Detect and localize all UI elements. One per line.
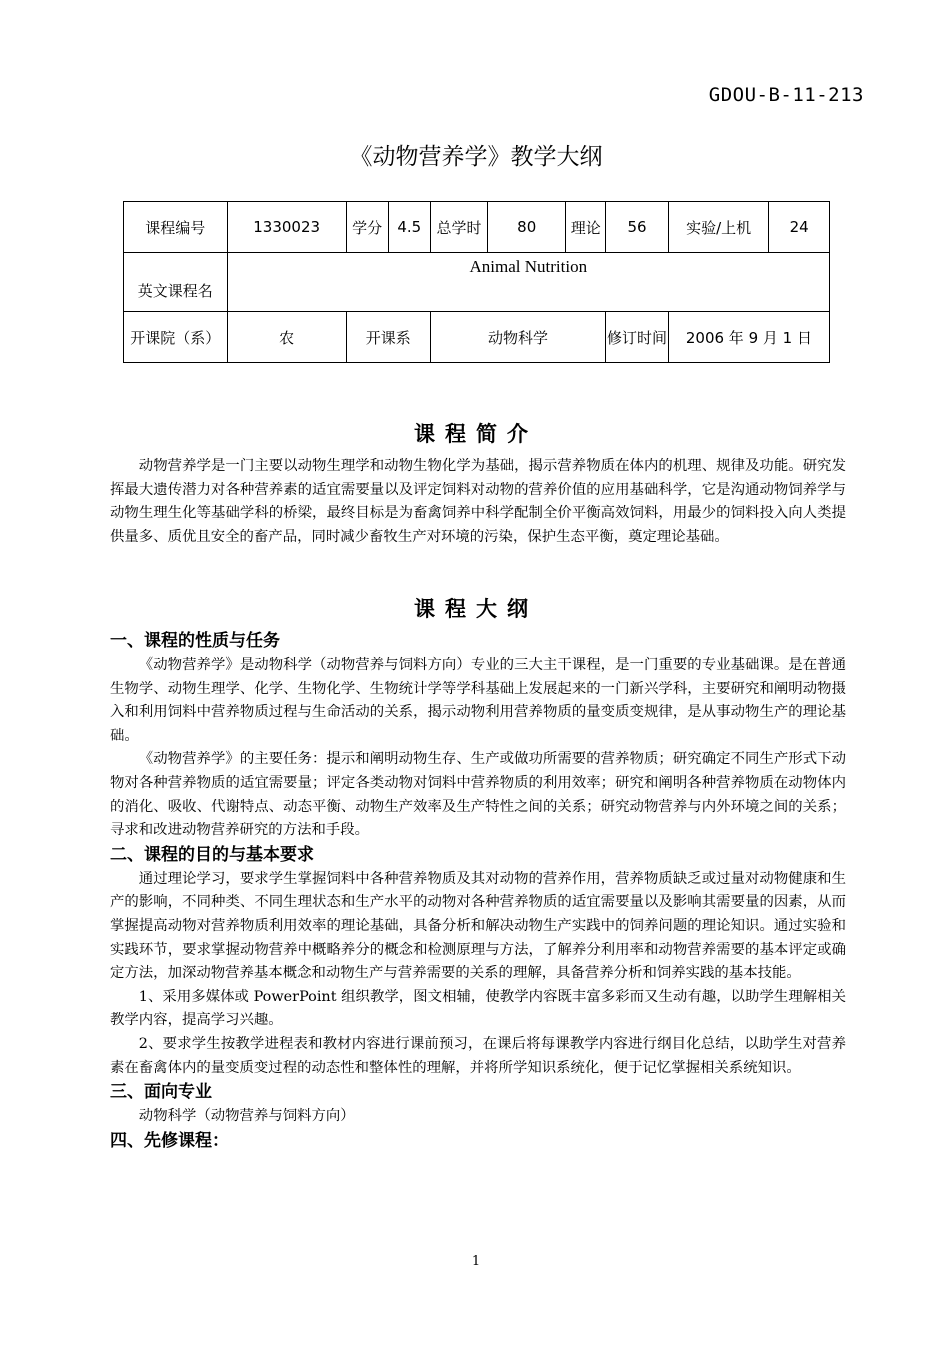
intro-body	[110, 455, 846, 549]
page-number: 1	[471, 1254, 481, 1269]
table-row	[124, 202, 830, 253]
intro-paragraph: 动物营养学是一门主要以动物生理学和动物生物化学为基础，揭示营养物质在体内的机理、规律及功能。研究发挥最大遗传潜力对各种营养素的适宜需要量以及评定饲料对动物的营养价值的应用基础科学，它是沟通动物饲养学与动物生理生化等基础学科的桥梁，最终目标是为畜禽饲养中科学配制全价平衡高效饲料，用最少的饲料投入向人类提供量多、质优且安全的畜产品，同时减少畜牧生产对环境的污染，保护生态平衡，奠定理论基础。	[110, 458, 846, 545]
section-2-paragraph-2: 1、采用多媒体或 PowerPoint 组织教学，图文相辅，使教学内容既丰富多彩而又生动有趣，以助学生理解相关教学内容，提高学习兴趣。	[110, 988, 846, 1029]
section-2-paragraph-3: 2、要求学生按教学进程表和教材内容进行课前预习，在课后将每课教学内容进行纲目化总结，以助学生对营养素在畜禽体内的量变质变过程的动态性和整体性的理解，并将所学知识系统化，便于记忆掌握相关系统知识。	[110, 1035, 846, 1076]
outline-heading: 课程大纲	[414, 597, 538, 621]
table-row	[124, 312, 830, 363]
section-2-paragraph-1: 通过理论学习，要求学生掌握饲料中各种营养物质及其对动物的营养作用，营养物质缺乏或过量对动物健康和生产的影响，不同种类、不同生理状态和生产水平的动物对各种营养物质的适宜需要量以及影响其需要量的因素，从而掌握提高动物对营养物质利用效率的理论基础，具备分析和解决动物生产实践中的饲养问题的理论知识。通过实验和实践环节，要求掌握动物营养中概略养分的概念和检测原理与方法，了解养分利用率和动物营养需要的基本评定或确定方法，加深动物营养基本概念和动物生产与营养需要的关系的理解，具备营养分析和饲养实践的基本技能。	[110, 870, 846, 982]
table-row	[124, 253, 830, 312]
section-1-paragraph-1: 《动物营养学》是动物科学（动物营养与饲料方向）专业的三大主干课程，是一门重要的专业基础课。是在普通生物学、动物生理学、化学、生物化学、生物统计学等学科基础上发展起来的一门新兴学科，主要研究和阐明动物摄入和利用饲料中营养物质过程与生命活动的关系，揭示动物利用营养物质的量变质变规律，是从事动物生产的理论基础。	[110, 657, 846, 744]
theory-value: 56	[606, 202, 669, 253]
outline-body	[110, 629, 846, 1154]
page-title: 《动物营养学》教学大纲	[349, 144, 603, 170]
document-code: GDOU-B-11-213	[708, 84, 864, 106]
intro-heading: 课程简介	[414, 422, 538, 446]
total-hours-label: 总学时	[430, 202, 487, 253]
dept-value: 动物科学	[430, 312, 605, 363]
course-no-label: 课程编号	[124, 202, 228, 253]
college-value: 农	[227, 312, 346, 363]
dept-label: 开课系	[346, 312, 430, 363]
english-name-label: 英文课程名	[124, 253, 228, 312]
section-4-title: 四、先修课程：	[110, 1130, 229, 1151]
english-name-value: Animal Nutrition	[227, 253, 829, 312]
revised-value: 2006 年 9 月 1 日	[668, 312, 829, 363]
section-1-title: 一、课程的性质与任务	[110, 631, 280, 651]
theory-label: 理论	[566, 202, 606, 253]
section-1-paragraph-2: 《动物营养学》的主要任务：提示和阐明动物生存、生产或做功所需要的营养物质；研究确定不同生产形式下动物对各种营养物质的适宜需要量；评定各类动物对饲料中营养物质的利用效率；研究和阐明各种营养物质在动物体内的消化、吸收、代谢特点、动态平衡、动物生产效率及生产特性之间的关系；研究动物营养与内外环境之间的关系；寻求和改进动物营养研究的方法和手段。	[110, 751, 846, 839]
lab-value: 24	[769, 202, 830, 253]
section-3-paragraph-1: 动物科学（动物营养与饲料方向）	[138, 1108, 355, 1125]
credit-label: 学分	[346, 202, 388, 253]
college-label: 开课院（系）	[124, 312, 228, 363]
credit-value: 4.5	[388, 202, 430, 253]
section-3-title: 三、面向专业	[110, 1082, 212, 1103]
course-no-value: 1330023	[227, 202, 346, 253]
total-hours-value: 80	[488, 202, 566, 253]
course-info-table	[123, 201, 830, 363]
revised-label: 修订时间	[606, 312, 669, 363]
lab-label: 实验/上机	[668, 202, 769, 253]
section-2-title: 二、课程的目的与基本要求	[110, 844, 314, 865]
